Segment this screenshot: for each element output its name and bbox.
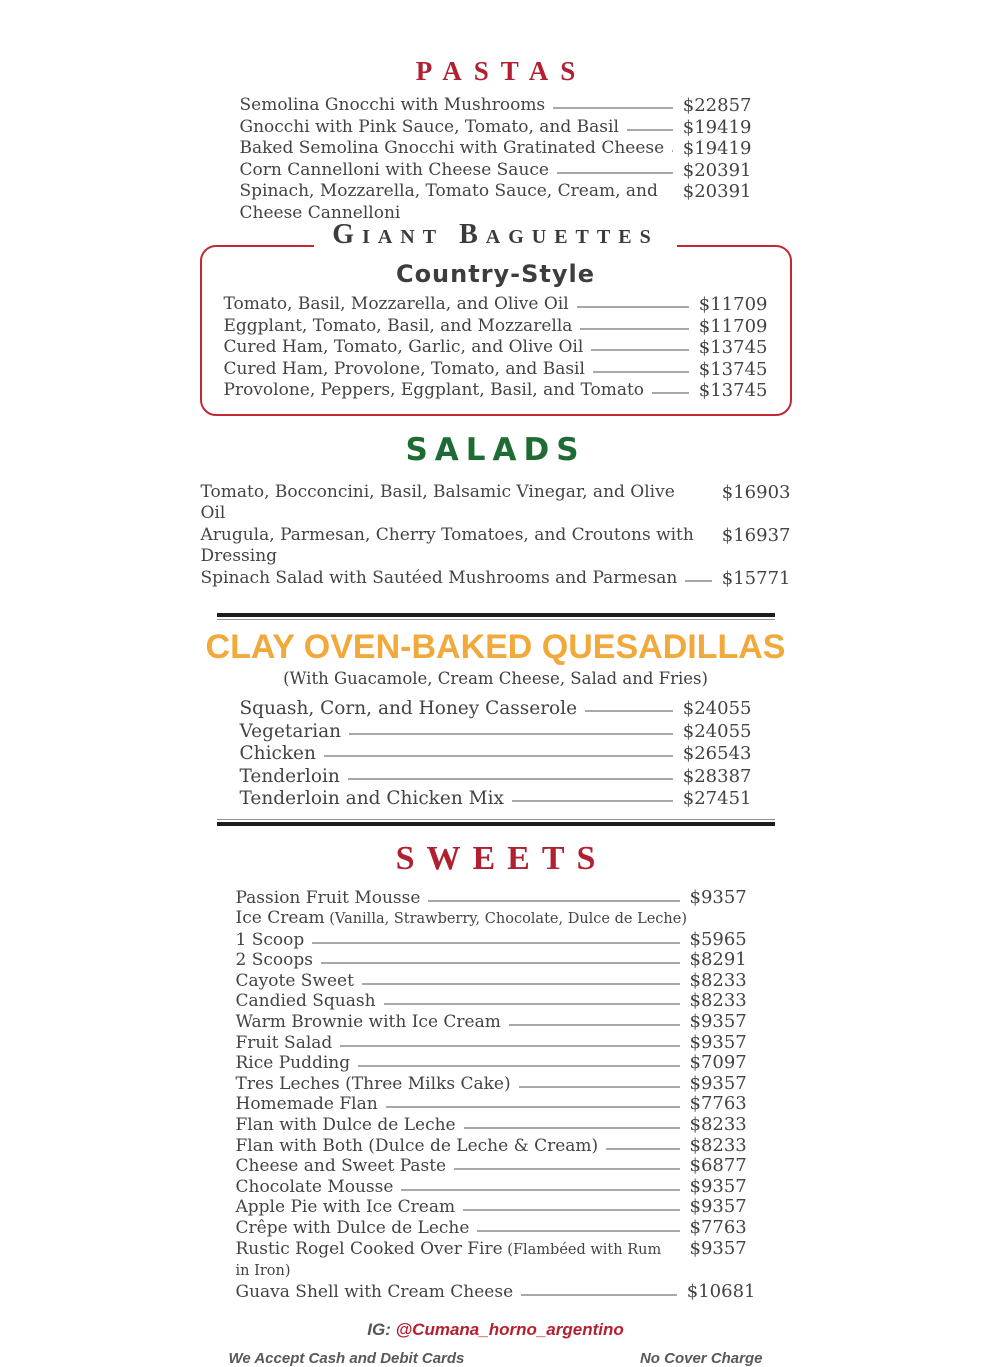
price-leader-line [580,316,688,330]
item-name: Eggplant, Tomato, Basil, and Mozzarella [223,315,573,336]
item-price: $7763 [689,1093,747,1115]
pastas-items [240,95,752,224]
price-leader-line [463,1197,679,1211]
menu-item-row [201,568,791,590]
price-leader-line [384,991,680,1005]
menu-item-row [240,95,752,117]
footer [0,1320,991,1367]
item-price: $9357 [689,886,747,908]
item-name: Guava Shell with Cream Cheese [235,1281,514,1302]
item-name: Baked Semolina Gnocchi with Gratinated Cheese [239,138,665,158]
menu-item-row [224,380,768,402]
item-price: $9357 [689,1011,747,1033]
item-price: $28387 [682,765,752,787]
section-salads [0,432,991,590]
item-name: Tenderloin and Chicken Mix [239,788,504,809]
item-name: Homemade Flan [235,1094,378,1115]
quesadillas-subtitle: (With Guacamole, Cream Cheese, Salad and Fries) [283,669,708,688]
item-name: Fruit Salad [235,1032,333,1053]
menu-item-row [240,138,752,160]
item-price: $27451 [682,788,752,809]
item-name: Vegetarian [239,720,342,742]
price-leader-line [401,1177,679,1191]
item-price: $15771 [721,567,791,589]
double-rule-bottom [217,819,775,826]
cover-charge-note: No Cover Charge [639,1350,763,1367]
item-price: $9357 [689,1031,747,1053]
menu-item-row [236,1239,756,1282]
price-leader-line [454,1156,679,1170]
instagram-line [0,1320,991,1340]
menu-item-row [201,525,791,568]
menu-item-row [236,1197,756,1218]
instagram-handle: @Cumana_horno_argentino [395,1320,624,1340]
item-price: $7763 [689,1217,747,1238]
price-leader-line [340,1033,679,1047]
price-leader-line [685,568,711,582]
sweets-items [236,888,756,1303]
salads-title: SALADS [405,431,586,468]
menu-item-row [236,1115,756,1136]
item-name: Arugula, Parmesan, Cherry Tomatoes, and Croutons with Dressing [200,524,694,566]
footer-notes [229,1350,763,1367]
menu-item-row [240,743,752,766]
item-name: Cayote Sweet [235,970,354,991]
quesadillas-title: CLAY OVEN-BAKED QUESADILLAS [205,628,786,666]
instagram-label: IG: [367,1320,391,1340]
price-leader-line [577,294,689,308]
menu-item-row [236,1156,756,1177]
price-leader-line [512,788,673,802]
price-leader-line [362,971,680,985]
menu-item-row [224,359,768,381]
item-name: Chocolate Mousse [235,1176,394,1197]
menu-item-row [240,160,752,182]
item-name: Ice Cream (Vanilla, Strawberry, Chocolate, Dulce de Leche) [235,908,687,929]
item-price: $16937 [721,524,791,546]
item-price: $9357 [689,1237,747,1259]
menu-item-row [240,698,752,721]
item-name: Tomato, Bocconcini, Basil, Balsamic Vinegar, and Olive Oil [200,481,675,523]
item-price: $8233 [689,1134,747,1156]
menu-item-row [236,971,756,992]
price-leader-line [606,1136,679,1150]
price-leader-line [553,95,673,109]
price-leader-line [321,950,680,964]
menu-item-row [240,181,752,224]
item-name: Semolina Gnocchi with Mushrooms [239,95,546,115]
menu-item-row [236,991,756,1012]
menu-item-row [236,888,756,909]
menu-item-row [236,1177,756,1198]
price-leader-line [428,888,679,902]
price-leader-line [672,138,673,152]
price-leader-line [627,117,673,131]
menu-item-row [240,788,752,811]
item-price: $8233 [689,990,747,1012]
item-price: $9357 [689,1196,747,1218]
item-name: Tres Leches (Three Milks Cake) [235,1073,511,1094]
price-leader-line [652,380,689,394]
item-name: Apple Pie with Ice Cream [235,1197,456,1218]
baguettes-title: Giant Baguettes [332,219,659,250]
baguettes-items [218,294,774,402]
price-leader-line [464,1115,680,1129]
item-price: $22857 [682,95,752,116]
price-leader-line [519,1074,680,1088]
price-leader-line [521,1282,677,1296]
item-note: (Flambéed with Rum in Iron) [235,1241,662,1280]
payment-note: We Accept Cash and Debit Cards [228,1350,465,1367]
quesadillas-items [240,698,752,811]
item-price: $19419 [682,138,752,159]
item-name: Rice Pudding [235,1053,351,1074]
item-name: Squash, Corn, and Honey Casserole [239,698,578,719]
menu-item-row [236,1218,756,1239]
menu-item-row [236,1033,756,1054]
item-name: Flan with Both (Dulce de Leche & Cream) [235,1135,599,1156]
section-sweets [0,840,991,1303]
price-leader-line [591,337,688,351]
item-price: $11709 [698,294,768,315]
price-leader-line [349,721,673,735]
menu-item-row [224,294,768,316]
item-price: $24055 [682,720,752,742]
item-price: $16903 [721,481,791,503]
menu-item-row [236,1012,756,1033]
menu-item-row [240,721,752,744]
item-price: $6877 [689,1155,747,1177]
item-name: 2 Scoops [235,950,313,971]
menu-item-row [236,1136,756,1157]
item-price: $10681 [686,1280,756,1302]
item-price: $9357 [689,1175,747,1197]
item-name: Provolone, Peppers, Eggplant, Basil, and Tomato [223,380,645,400]
menu-item-row [224,337,768,359]
item-price: $20391 [682,159,752,181]
item-name: Cured Ham, Tomato, Garlic, and Olive Oil [223,337,584,357]
item-name: Candied Squash [235,991,376,1012]
item-name: 1 Scoop [235,929,305,950]
item-price: $9357 [689,1072,747,1094]
item-price: $13745 [698,358,768,380]
menu-item-row [236,1053,756,1074]
item-price: $20391 [682,181,752,202]
salads-items [201,482,791,590]
price-leader-line [358,1053,679,1067]
item-price: $5965 [689,928,747,950]
item-name: Chicken [239,743,316,764]
price-leader-line [312,930,679,944]
price-leader-line [348,766,673,780]
item-price: $19419 [682,116,752,138]
baguettes-box [200,219,792,416]
price-leader-line [477,1218,679,1232]
item-name: Cheese and Sweet Paste [235,1156,447,1177]
item-name: Rustic Rogel Cooked Over Fire (Flambéed with Rum in Iron) [235,1238,662,1280]
price-leader-line [324,743,673,757]
baguettes-legend [314,219,676,262]
item-name: Cured Ham, Provolone, Tomato, and Basil [223,358,585,379]
item-price: $8233 [689,1114,747,1136]
item-price: $13745 [698,337,768,358]
price-leader-line [509,1012,680,1026]
item-name: Crêpe with Dulce de Leche [235,1218,470,1238]
price-leader-line [585,698,673,712]
menu-item-row [240,766,752,789]
menu-item-row [224,316,768,338]
item-name: Tomato, Basil, Mozzarella, and Olive Oil [223,294,569,314]
item-price: $11709 [698,315,768,337]
menu-item-row [201,482,791,525]
item-name: Corn Cannelloni with Cheese Sauce [239,159,549,180]
section-pastas [0,56,991,224]
item-name: Gnocchi with Pink Sauce, Tomato, and Basil [239,116,619,137]
price-leader-line [593,359,689,373]
section-baguettes [0,219,991,416]
menu-item-row [236,908,756,930]
menu-item-row [236,930,756,951]
section-quesadillas [0,613,991,826]
menu-item-row [236,1094,756,1115]
item-name: Warm Brownie with Ice Cream [235,1012,501,1033]
menu-item-row [236,1282,756,1303]
item-price: $26543 [682,743,752,764]
item-name: Spinach, Mozzarella, Tomato Sauce, Cream, and Cheese Cannelloni [239,181,658,223]
item-name: Flan with Dulce de Leche [235,1115,456,1136]
price-leader-line [557,160,673,174]
item-name: Passion Fruit Mousse [235,887,421,908]
item-price: $7097 [689,1052,747,1074]
item-name: Spinach Salad with Sautéed Mushrooms and Parmesan [200,567,678,588]
item-price: $24055 [682,698,752,719]
item-price: $8291 [689,949,747,971]
sweets-title: SWEETS [395,839,608,877]
item-price: $13745 [698,380,768,401]
price-leader-line [386,1094,680,1108]
menu-item-row [240,117,752,139]
pastas-title: PASTAS [415,56,588,86]
item-price: $8233 [689,969,747,991]
menu-item-row [236,1074,756,1095]
menu-item-row [236,950,756,971]
double-rule-top [217,613,775,620]
baguettes-subtitle: Country-Style [395,260,596,288]
item-note: (Vanilla, Strawberry, Chocolate, Dulce de Leche) [324,911,687,928]
item-name: Tenderloin [239,765,340,787]
